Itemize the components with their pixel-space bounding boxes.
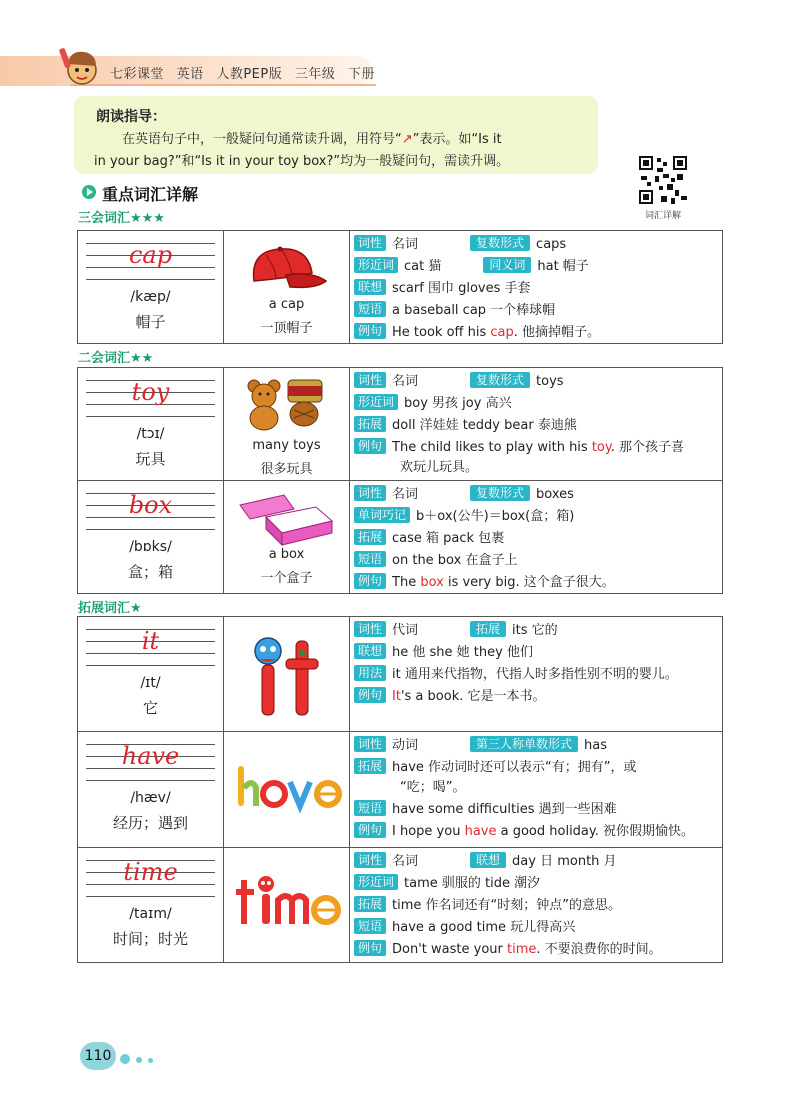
detail-cell	[350, 848, 722, 962]
tag-pos: 词性	[354, 621, 386, 637]
word-meaning: 它	[142, 699, 158, 717]
pos-value: 名词	[392, 237, 419, 252]
phrase-value: a baseball cap 一个棒球帽	[392, 303, 556, 318]
memory-trick-value: b＋ox(公牛)＝box(盒；箱)	[416, 509, 575, 524]
tag-memory-trick: 单词巧记	[354, 507, 410, 523]
picture-cell	[224, 231, 350, 343]
picture-caption-en: many toys	[252, 438, 321, 453]
word-cell	[78, 481, 224, 593]
tag-plural: 复数形式	[470, 235, 530, 251]
example-text: He took off his	[392, 325, 491, 340]
picture-cell	[224, 617, 350, 731]
tag-plural: 复数形式	[470, 485, 530, 501]
association-value: he 他 she 她 they 他们	[392, 645, 533, 660]
word-meaning: 盒；箱	[127, 563, 173, 581]
example-continued: 欢玩儿玩具。	[400, 460, 479, 475]
pos-value: 名词	[392, 487, 419, 502]
word-phonetic: /kæp/	[130, 289, 171, 305]
plural-value: boxes	[536, 487, 574, 502]
vocab-block-three	[77, 230, 723, 344]
word-cell	[78, 368, 224, 480]
detail-cell	[350, 732, 722, 847]
word-cell	[78, 617, 224, 731]
detail-cell	[350, 231, 722, 343]
have-cartoon-letters-icon	[234, 762, 344, 816]
detail-cell	[350, 368, 722, 480]
word-text: have	[121, 742, 180, 770]
play-bullet-icon	[82, 185, 96, 199]
tag-pos: 词性	[354, 235, 386, 251]
similar-value: tame 驯服的 tide 潮汐	[404, 876, 541, 891]
synonym-value: hat 帽子	[537, 259, 589, 274]
decor-dot	[120, 1054, 130, 1064]
tag-example: 例句	[354, 438, 386, 454]
toys-icon	[242, 374, 332, 432]
word-meaning: 经历；遇到	[112, 814, 188, 832]
word-phonetic: /taɪm/	[129, 906, 172, 922]
word-text: box	[128, 491, 173, 519]
example-text: The child likes to play with his	[392, 440, 592, 455]
guide-text-b: ”表示。如“Is it	[412, 132, 502, 147]
association-value: scarf 围巾 gloves 手套	[392, 281, 531, 296]
red-cap-icon	[246, 241, 328, 293]
word-cell	[78, 231, 224, 343]
header-grade: 三年级	[294, 67, 336, 82]
example-text: The	[392, 575, 421, 590]
tag-third-person: 第三人称单数形式	[470, 736, 578, 752]
word-meaning: 时间；时光	[112, 930, 188, 948]
extension-continued: “吃；喝”。	[400, 780, 466, 795]
header-underline	[70, 84, 376, 86]
picture-caption-en: a box	[268, 547, 305, 562]
header-series: 七彩课堂	[110, 67, 165, 82]
third-person-value: has	[584, 738, 608, 753]
example-text-end: . 那个孩子喜	[610, 440, 684, 455]
tag-synonym: 同义词	[483, 257, 531, 273]
level-extension: 拓展词汇★	[78, 601, 142, 616]
tag-phrase: 短语	[354, 551, 386, 567]
tag-phrase: 短语	[354, 301, 386, 317]
mascot-icon	[56, 42, 104, 90]
similar-value: boy 男孩 joy 高兴	[404, 396, 512, 411]
word-text: cap	[128, 241, 173, 269]
tag-example: 例句	[354, 573, 386, 589]
detail-cell	[350, 481, 722, 593]
word-text: it	[141, 627, 160, 655]
reading-guide-box	[74, 96, 598, 174]
header-text	[110, 63, 383, 82]
vocab-row-toy	[78, 368, 722, 480]
tag-extension: 拓展	[354, 416, 386, 432]
word-meaning: 玩具	[135, 450, 166, 468]
tag-phrase: 短语	[354, 918, 386, 934]
tag-example: 例句	[354, 323, 386, 339]
example-text-end: . 不要浪费你的时间。	[536, 942, 662, 957]
detail-cell	[350, 617, 722, 731]
tag-usage: 用法	[354, 665, 386, 681]
example-text: I hope you	[392, 824, 465, 839]
example-highlight: cap	[490, 325, 514, 340]
phrase-value: have a good time 玩儿得高兴	[392, 920, 576, 935]
usage-value: it 通用来代指物，代指人时多指性别不明的婴儿。	[392, 667, 678, 682]
tag-association: 联想	[354, 643, 386, 659]
page-number: 110	[80, 1042, 116, 1070]
phrase-value: on the box 在盒子上	[392, 553, 518, 568]
vocab-block-two	[77, 367, 723, 594]
tag-pos: 词性	[354, 372, 386, 388]
rising-arrow-icon: ↗	[401, 132, 413, 147]
word-cell	[78, 848, 224, 962]
picture-cell	[224, 848, 350, 962]
section-title: 重点词汇详解	[102, 185, 199, 204]
pos-value: 代词	[392, 623, 419, 638]
extension-value: its 它的	[512, 623, 558, 638]
pos-value: 名词	[392, 374, 419, 389]
picture-caption-en: a cap	[268, 297, 305, 312]
extension-value: have 作动词时还可以表示“有；拥有”，或	[392, 760, 637, 775]
example-text-end: is very big. 这个盒子很大。	[443, 575, 615, 590]
example-highlight: toy	[591, 440, 611, 455]
tag-example: 例句	[354, 822, 386, 838]
tag-extension: 拓展	[354, 896, 386, 912]
pink-box-icon	[236, 491, 336, 547]
word-phonetic: /hæv/	[130, 790, 171, 806]
plural-value: toys	[536, 374, 564, 389]
extension-value: time 作名词还有“时刻；钟点”的意思。	[392, 898, 621, 913]
example-highlight: time	[506, 942, 537, 957]
tag-extension: 拓展	[354, 758, 386, 774]
vocab-row-it	[78, 617, 722, 731]
example-highlight: have	[464, 824, 497, 839]
extension-value: doll 洋娃娃 teddy bear 泰迪熊	[392, 418, 577, 433]
vocab-row-have	[78, 731, 722, 847]
example-text-end: 's a book. 它是一本书。	[400, 689, 546, 704]
vocab-row-cap	[78, 231, 722, 343]
vocab-row-box	[78, 480, 722, 593]
picture-caption-zh: 一个盒子	[260, 571, 313, 586]
pos-value: 动词	[392, 738, 419, 753]
tag-extension: 拓展	[470, 621, 506, 637]
tag-pos: 词性	[354, 485, 386, 501]
header-volume: 下册	[348, 67, 376, 82]
word-phonetic: /ɪt/	[140, 675, 161, 691]
word-cell	[78, 732, 224, 847]
picture-caption-zh: 一顶帽子	[260, 321, 313, 336]
guide-line-1	[122, 128, 502, 147]
association-value: day 日 month 月	[512, 854, 617, 869]
tag-plural: 复数形式	[470, 372, 530, 388]
picture-caption-zh: 很多玩具	[260, 462, 313, 477]
vocab-block-extension	[77, 616, 723, 963]
picture-cell	[224, 732, 350, 847]
qr-code-icon[interactable]	[637, 154, 689, 206]
tag-example: 例句	[354, 940, 386, 956]
word-meaning: 帽子	[135, 313, 166, 331]
level-two: 二会词汇★★	[78, 351, 154, 366]
tag-pos: 词性	[354, 736, 386, 752]
example-highlight: It	[392, 689, 401, 704]
it-cartoon-letters-icon	[244, 631, 334, 719]
phrase-value: have some difficulties 遇到一些困难	[392, 802, 617, 817]
qr-label: 词汇详解	[644, 211, 681, 221]
tag-pos: 词性	[354, 852, 386, 868]
guide-line-2: in your bag?”和“Is it in your toy box?”均为一般疑问句，需读升调。	[94, 154, 510, 169]
tag-similar: 形近词	[354, 394, 398, 410]
decor-dot	[148, 1058, 153, 1063]
vocab-row-time	[78, 847, 722, 962]
level-three: 三会词汇★★★	[78, 211, 165, 226]
plural-value: caps	[536, 237, 567, 252]
header-edition: 人教PEP版	[216, 67, 283, 82]
picture-cell	[224, 481, 350, 593]
tag-extension: 拓展	[354, 529, 386, 545]
pos-value: 名词	[392, 854, 419, 869]
tag-association: 联想	[354, 279, 386, 295]
tag-example: 例句	[354, 687, 386, 703]
picture-cell	[224, 368, 350, 480]
guide-text-a: 在英语句子中，一般疑问句通常读升调，用符号“	[122, 132, 402, 147]
tag-phrase: 短语	[354, 800, 386, 816]
example-highlight: box	[420, 575, 444, 590]
tag-association: 联想	[470, 852, 506, 868]
decor-dot	[136, 1057, 142, 1063]
extension-value: case 箱 pack 包裹	[392, 531, 505, 546]
example-text-end: a good holiday. 祝你假期愉快。	[496, 824, 694, 839]
tag-similar: 形近词	[354, 874, 398, 890]
header-subject: 英语	[176, 67, 204, 82]
word-phonetic: /tɔɪ/	[136, 426, 165, 442]
word-text: time	[123, 858, 178, 886]
example-text: Don't waste your	[392, 942, 507, 957]
example-text-end: . 他摘掉帽子。	[513, 325, 601, 340]
word-phonetic: /bɒks/	[129, 539, 172, 555]
guide-title: 朗读指导：	[96, 109, 166, 125]
time-cartoon-letters-icon	[234, 870, 344, 934]
word-text: toy	[131, 378, 170, 406]
similar-value: cat 猫	[404, 259, 442, 274]
tag-similar: 形近词	[354, 257, 398, 273]
